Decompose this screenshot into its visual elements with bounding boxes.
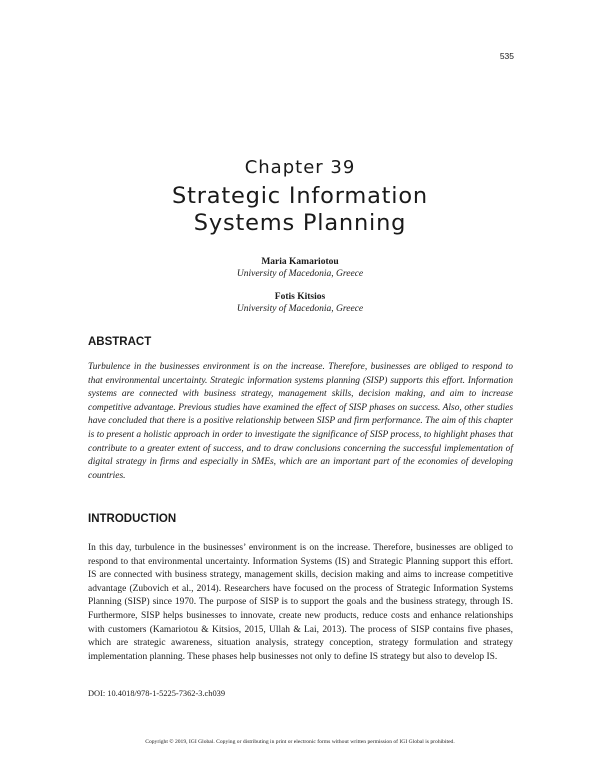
copyright-notice: Copyright © 2019, IGI Global. Copying or distributing in print or electronic forms without written permission of IGI Global is prohibited. [145,739,455,745]
author-block [0,291,600,315]
page-number: 535 [499,51,514,61]
chapter-title-line: Strategic Information [172,183,428,209]
introduction-text: In this day, turbulence in the businesses’ environment is on the increase. Therefore, businesses are obliged to respond to that environmental uncertainty. Information Systems (IS) and Strategic Planning support this effort. IS are connected with business strategy, management skills, decision making and aims to increase competitive advantage (Zubovich et al., 2014). Researchers have focused on the process of Strategic Information Systems Planning (SISP) since 1970. The purpose of SISP is to support the goals and the business strategy, through IS. Furthermore, SISP helps businesses to innovate, create new products, reduce costs and enhance relationships with customers (Kamariotou & Kitsios, 2015, Ullah & Lai, 2013). The process of SISP contains five phases, which are strategic awareness, situation analysis, strategy conception, strategy formulation and strategy implementation planning. These phases help businesses not only to define IS strategy but also to develop IS. [88,543,513,662]
chapter-title-line: Systems Planning [193,210,407,236]
chapter-title [0,183,600,237]
introduction-heading: INTRODUCTION [88,513,177,525]
author-block [0,256,600,280]
author-name: Fotis Kitsios [274,292,326,302]
author-affiliation: University of Macedonia, Greece [236,304,364,314]
doi: DOI: 10.4018/978-1-5225-7362-3.ch039 [88,689,226,698]
abstract-text: Turbulence in the businesses environment is on the increase. Therefore, businesses are obliged to respond to that environmental uncertainty. Strategic information systems planning (SISP) supports this effort. Information systems are connected with business strategy, management skills, decision making, and aim to increase competitive advantage. Previous studies have examined the effect of SISP phases on success. Also, other studies have concluded that there is a positive relationship between SISP and firm performance. The aim of this chapter is to present a holistic approach in order to investigate the significance of SISP process, to highlight phases that contribute to a greater extent of success, and to draw conclusions concerning the successful implementation of digital strategy in firms and especially in SMEs, which are an important part of the economies of developing countries. [88,362,513,481]
author-name: Maria Kamariotou [261,257,339,267]
chapter-label: Chapter 39 [244,157,356,178]
author-affiliation: University of Macedonia, Greece [236,269,364,279]
abstract-heading: ABSTRACT [88,336,152,348]
